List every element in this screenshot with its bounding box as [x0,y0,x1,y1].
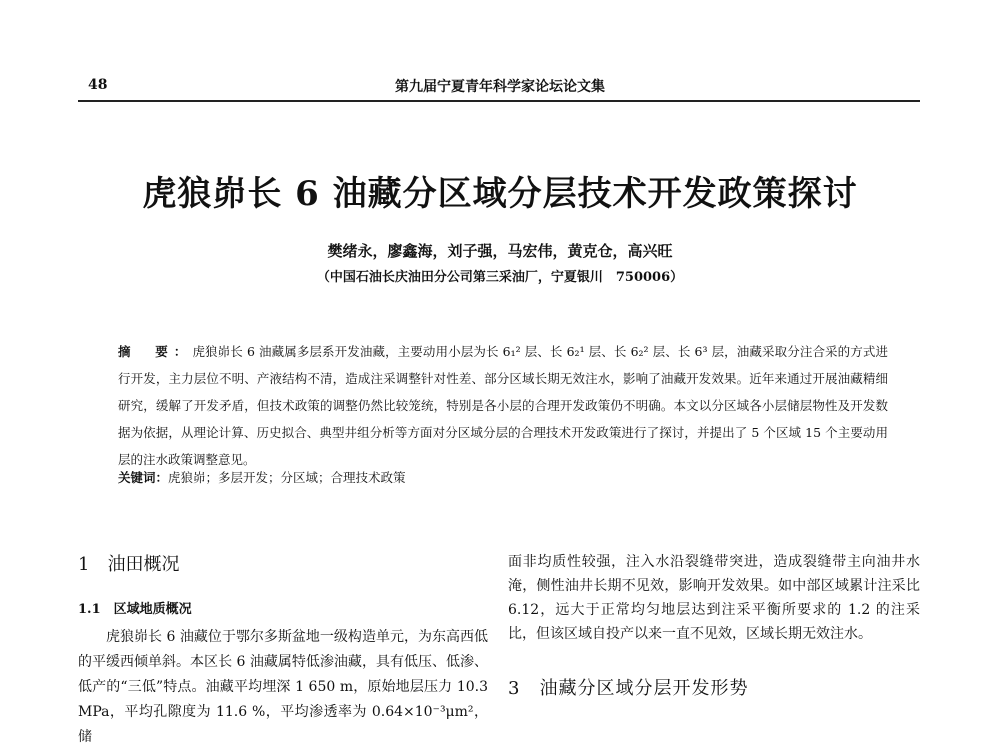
section-heading-3: 3 油藏分区域分层开发形势 [508,678,749,699]
paper-title: 虎狼峁长 6 油藏分区域分层技术开发政策探讨 [142,174,858,214]
body-paragraph-left: 虎狼峁长 6 油藏位于鄂尔多斯盆地一级构造单元，为东高西低的平缓西倾单斜。本区长 6 油藏属特低渗油藏，具有低压、低渗、低产的“三低”特点。油藏平均埋深 1 650 m，原始地层压力 10.3 MPa，平均孔隙度为 11.6 %，平均渗透率为 0.64×10⁻³μm²，储 [78,629,488,745]
keywords [118,468,888,486]
keywords-label: 关键词： [118,470,169,485]
page-number: 48 [88,77,108,93]
body-paragraph-right: 面非均质性较强，注入水沿裂缝带突进，造成裂缝带主向油井水淹，侧性油井长期不见效，影响开发效果。如中部区域累计注采比 6.12，远大于正常均匀地层达到注采平衡所要求的 1.2 的注采比，但该区域自投产以来一直不见效，区域长期无效注水。 [508,554,920,642]
abstract-text: 虎狼峁长 6 油藏属多层系开发油藏，主要动用小层为长 6₁² 层、长 6₂¹ 层、长 6₂² 层、长 6³ 层，油藏采取分注合采的方式进行开发，主力层位不明、产液结构不清，造成注采调整针对性差、部分区域长期无效注水，影响了油藏开发效果。近年来通过开展油藏精细研究，缓解了开发矛盾，但技术政策的调整仍然比较笼统，特别是各小层的合理开发政策仍不明确。本文以分区域各小层储层物性及开发数据为依据，从理论计算、历史拟合、典型井组分析等方面对分区域分层的合理技术开发政策进行了探讨，并提出了 5 个区域 15 个主要动用层的注水政策调整意见。 [118,344,888,467]
journal-title: 第九届宁夏青年科学家论坛论文集 [395,79,605,95]
section-heading-1: 1 油田概况 [78,554,180,575]
abstract-label: 摘 要： [118,344,193,359]
header-rule [78,100,920,102]
keywords-text: 虎狼峁；多层开发；分区域；合理技术政策 [168,470,406,485]
author-list: 樊绪永，廖鑫海，刘子强，马宏伟，黄克仓，高兴旺 [327,242,673,260]
abstract [118,338,888,473]
affiliation: （中国石油长庆油田分公司第三采油厂，宁夏银川 750006） [316,270,684,285]
subsection-heading-1-1: 1.1 区域地质概况 [78,602,192,617]
